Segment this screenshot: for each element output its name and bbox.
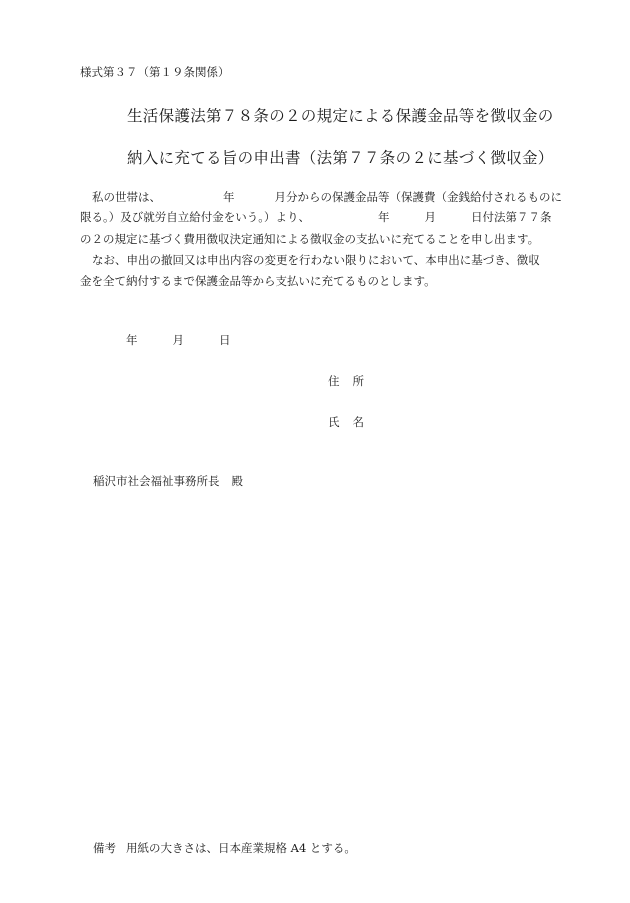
document-title-line-2: 納入に充てる旨の申出書（法第７７条の２に基づく徴収金） xyxy=(127,149,554,167)
document-title-line-1: 生活保護法第７８条の２の規定による保護金品等を徴収金の xyxy=(127,107,554,125)
application-date xyxy=(126,332,231,348)
body-text: 私の世帯は、 xyxy=(92,190,161,204)
body-text: 日付法第７７条 xyxy=(471,210,552,224)
body-text: 月分からの保護金品等（保護費（金銭給付されるものに xyxy=(274,190,562,204)
remark xyxy=(93,840,356,856)
date-day-label: 日 xyxy=(219,333,231,347)
body-paragraph-line-2 xyxy=(80,209,552,225)
blank-year-label: 年 xyxy=(223,190,235,204)
addressee-honorific: 殿 xyxy=(231,474,243,488)
addressee-office: 稲沢市社会福祉事務所長 xyxy=(93,474,220,488)
blank-month-label: 月 xyxy=(424,210,436,224)
body-paragraph-line-3: の２の規定に基づく費用徴収決定通知による徴収金の支払いに充てることを申し出ます。 xyxy=(80,232,540,246)
remark-text: 用紙の大きさは、日本産業規格 A4 とする。 xyxy=(126,841,356,855)
address-label: 住 所 xyxy=(328,374,364,388)
body-paragraph-line-1 xyxy=(80,189,562,205)
date-year-label: 年 xyxy=(126,333,138,347)
name-label: 氏 名 xyxy=(328,415,364,429)
body-text: なお、申出の撤回又は申出内容の変更を行わない限りにおいて、本申出に基づき、徴収 xyxy=(92,253,540,267)
form-number: 様式第３７（第１９条関係） xyxy=(80,65,230,79)
body-paragraph-line-5: 金を全て納付するまで保護金品等から支払いに充てるものとします。 xyxy=(80,274,436,288)
blank-year-label: 年 xyxy=(378,210,390,224)
addressee xyxy=(93,473,243,489)
date-month-label: 月 xyxy=(172,333,184,347)
remark-label: 備考 xyxy=(93,841,116,855)
body-text: 限る。）及び就労自立給付金をいう。）より、 xyxy=(80,210,310,224)
body-paragraph-line-4 xyxy=(80,252,540,268)
